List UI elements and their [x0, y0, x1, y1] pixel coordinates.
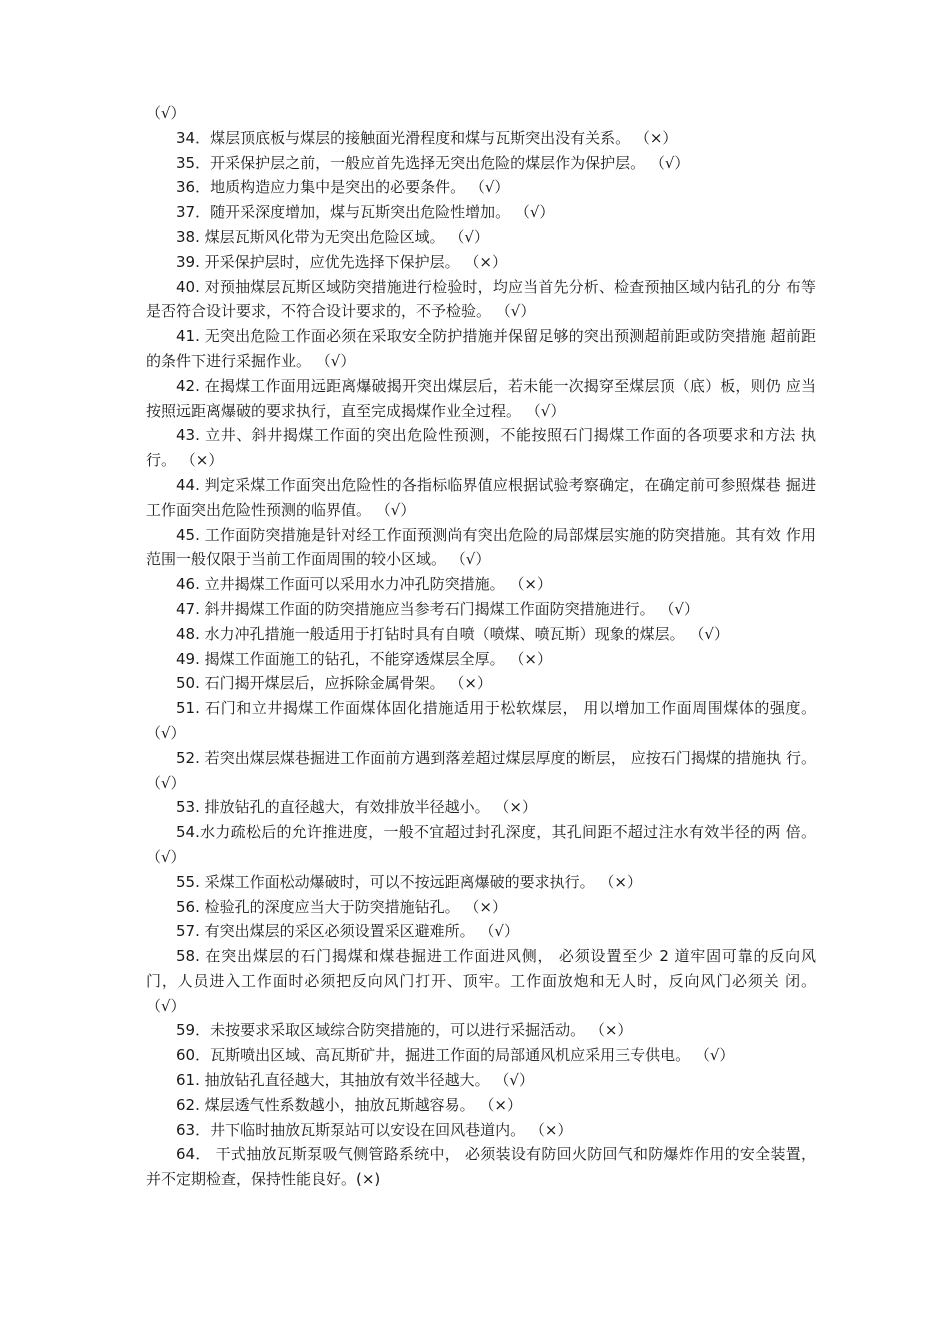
question-item: 37．随开采深度增加，煤与瓦斯突出危险性增加。 （√） [176, 203, 555, 222]
question-item: 50. 石门揭开煤层后，应拆除金属骨架。 （×） [176, 674, 492, 693]
question-item: 42. 在揭煤工作面用远距离爆破揭开突出煤层后，若未能一次揭穿至煤层顶（底）板，则仍 应当按照远距离爆破的要求执行，直至完成揭煤作业全过程。 （√） [146, 376, 816, 420]
question-item: 62. 煤层透气性系数越小，抽放瓦斯越容易。 （×） [176, 1095, 522, 1114]
question-item: 56. 检验孔的深度应当大于防突措施钻孔。 （×） [176, 897, 507, 916]
question-item: 54.水力疏松后的允许推进度，一般不宜超过封孔深度，其孔间距不超过注水有效半径的两 倍。 （√） [146, 823, 816, 866]
question-item: 55. 采煤工作面松动爆破时，可以不按远距离爆破的要求执行。 （×） [176, 872, 642, 891]
question-item: 35．开采保护层之前，一般应首先选择无突出危险的煤层作为保护层。 （√） [176, 153, 690, 172]
question-item: 45. 工作面防突措施是针对经工作面预测尚有突出危险的局部煤层实施的防突措施。其有效 作用范围一般仅限于当前工作面周围的较小区域。 （√） [146, 525, 816, 569]
question-item: 40. 对预抽煤层瓦斯区域防突措施进行检验时，均应当首先分析、检查预抽区域内钻孔的分 布等是否符合设计要求，不符合设计要求的，不予检验。 （√） [146, 277, 816, 321]
question-item: 44. 判定采煤工作面突出危险性的各指标临界值应根据试验考察确定，在确定前可参照煤巷 掘进工作面突出危险性预测的临界值。 （√） [146, 475, 816, 519]
question-item: 49. 揭煤工作面施工的钻孔，不能穿透煤层全厚。 （×） [176, 649, 552, 668]
question-item: 63．井下临时抽放瓦斯泵站可以安设在回风巷道内。 （×） [176, 1120, 573, 1139]
question-item: 39. 开采保护层时，应优先选择下保护层。 （×） [176, 252, 507, 271]
question-item: 36．地质构造应力集中是突出的必要条件。 （√） [176, 178, 510, 197]
question-item: 64． 干式抽放瓦斯泵吸气侧管路系统中， 必须装设有防回火防回气和防爆炸作用的安全装置， 并不定期检查，保持性能良好。(×) [146, 1145, 816, 1189]
question-item: 57. 有突出煤层的采区必须设置采区避难所。 （√） [176, 922, 519, 941]
question-item: 43. 立井、斜井揭煤工作面的突出危险性预测，不能按照石门揭煤工作面的各项要求和方法 执行。 （×） [146, 426, 816, 470]
question-item: 38. 煤层瓦斯风化带为无突出危险区域。 （√） [176, 227, 489, 246]
question-item: 59．未按要求采取区域综合防突措施的，可以进行采掘活动。 （×） [176, 1021, 633, 1040]
question-item: 51. 石门和立井揭煤工作面煤体固化措施适用于松软煤层， 用以增加工作面周围煤体的强度。 （√） [146, 699, 816, 742]
question-item: 46. 立井揭煤工作面可以采用水力冲孔防突措施。 （×） [176, 575, 552, 594]
question-item: 34．煤层顶底板与煤层的接触面光滑程度和煤与瓦斯突出没有关系。 （×） [176, 128, 678, 147]
question-item: 48. 水力冲孔措施一般适用于打钻时具有自喷（喷煤、喷瓦斯）现象的煤层。 （√） [176, 624, 729, 643]
question-item: （√） [146, 104, 186, 122]
document-body [146, 101, 816, 1192]
question-item: 61. 抽放钻孔直径越大，其抽放有效半径越大。 （√） [176, 1071, 534, 1090]
question-item: 58. 在突出煤层的石门揭煤和煤巷掘进工作面进风侧， 必须设置至少 2 道牢固可靠的反向风 门，人员进入工作面时必须把反向风门打开、顶牢。工作面放炮和无人时，反向风门必须关 闭。 （√） [146, 947, 816, 1015]
question-item: 41. 无突出危险工作面必须在采取安全防护措施并保留足够的突出预测超前距或防突措施 超前距的条件下进行采掘作业。 （√） [146, 327, 816, 370]
question-item: 52. 若突出煤层煤巷掘进工作面前方遇到落差超过煤层厚度的断层， 应按石门揭煤的措施执 行。 （√） [146, 748, 816, 792]
question-item: 53. 排放钻孔的直径越大，有效排放半径越小。 （×） [176, 798, 537, 817]
question-item: 47. 斜井揭煤工作面的防突措施应当参考石门揭煤工作面防突措施进行。 （√） [176, 599, 699, 618]
question-item: 60．瓦斯喷出区域、高瓦斯矿井，掘进工作面的局部通风机应采用三专供电。 （√） [176, 1046, 735, 1065]
